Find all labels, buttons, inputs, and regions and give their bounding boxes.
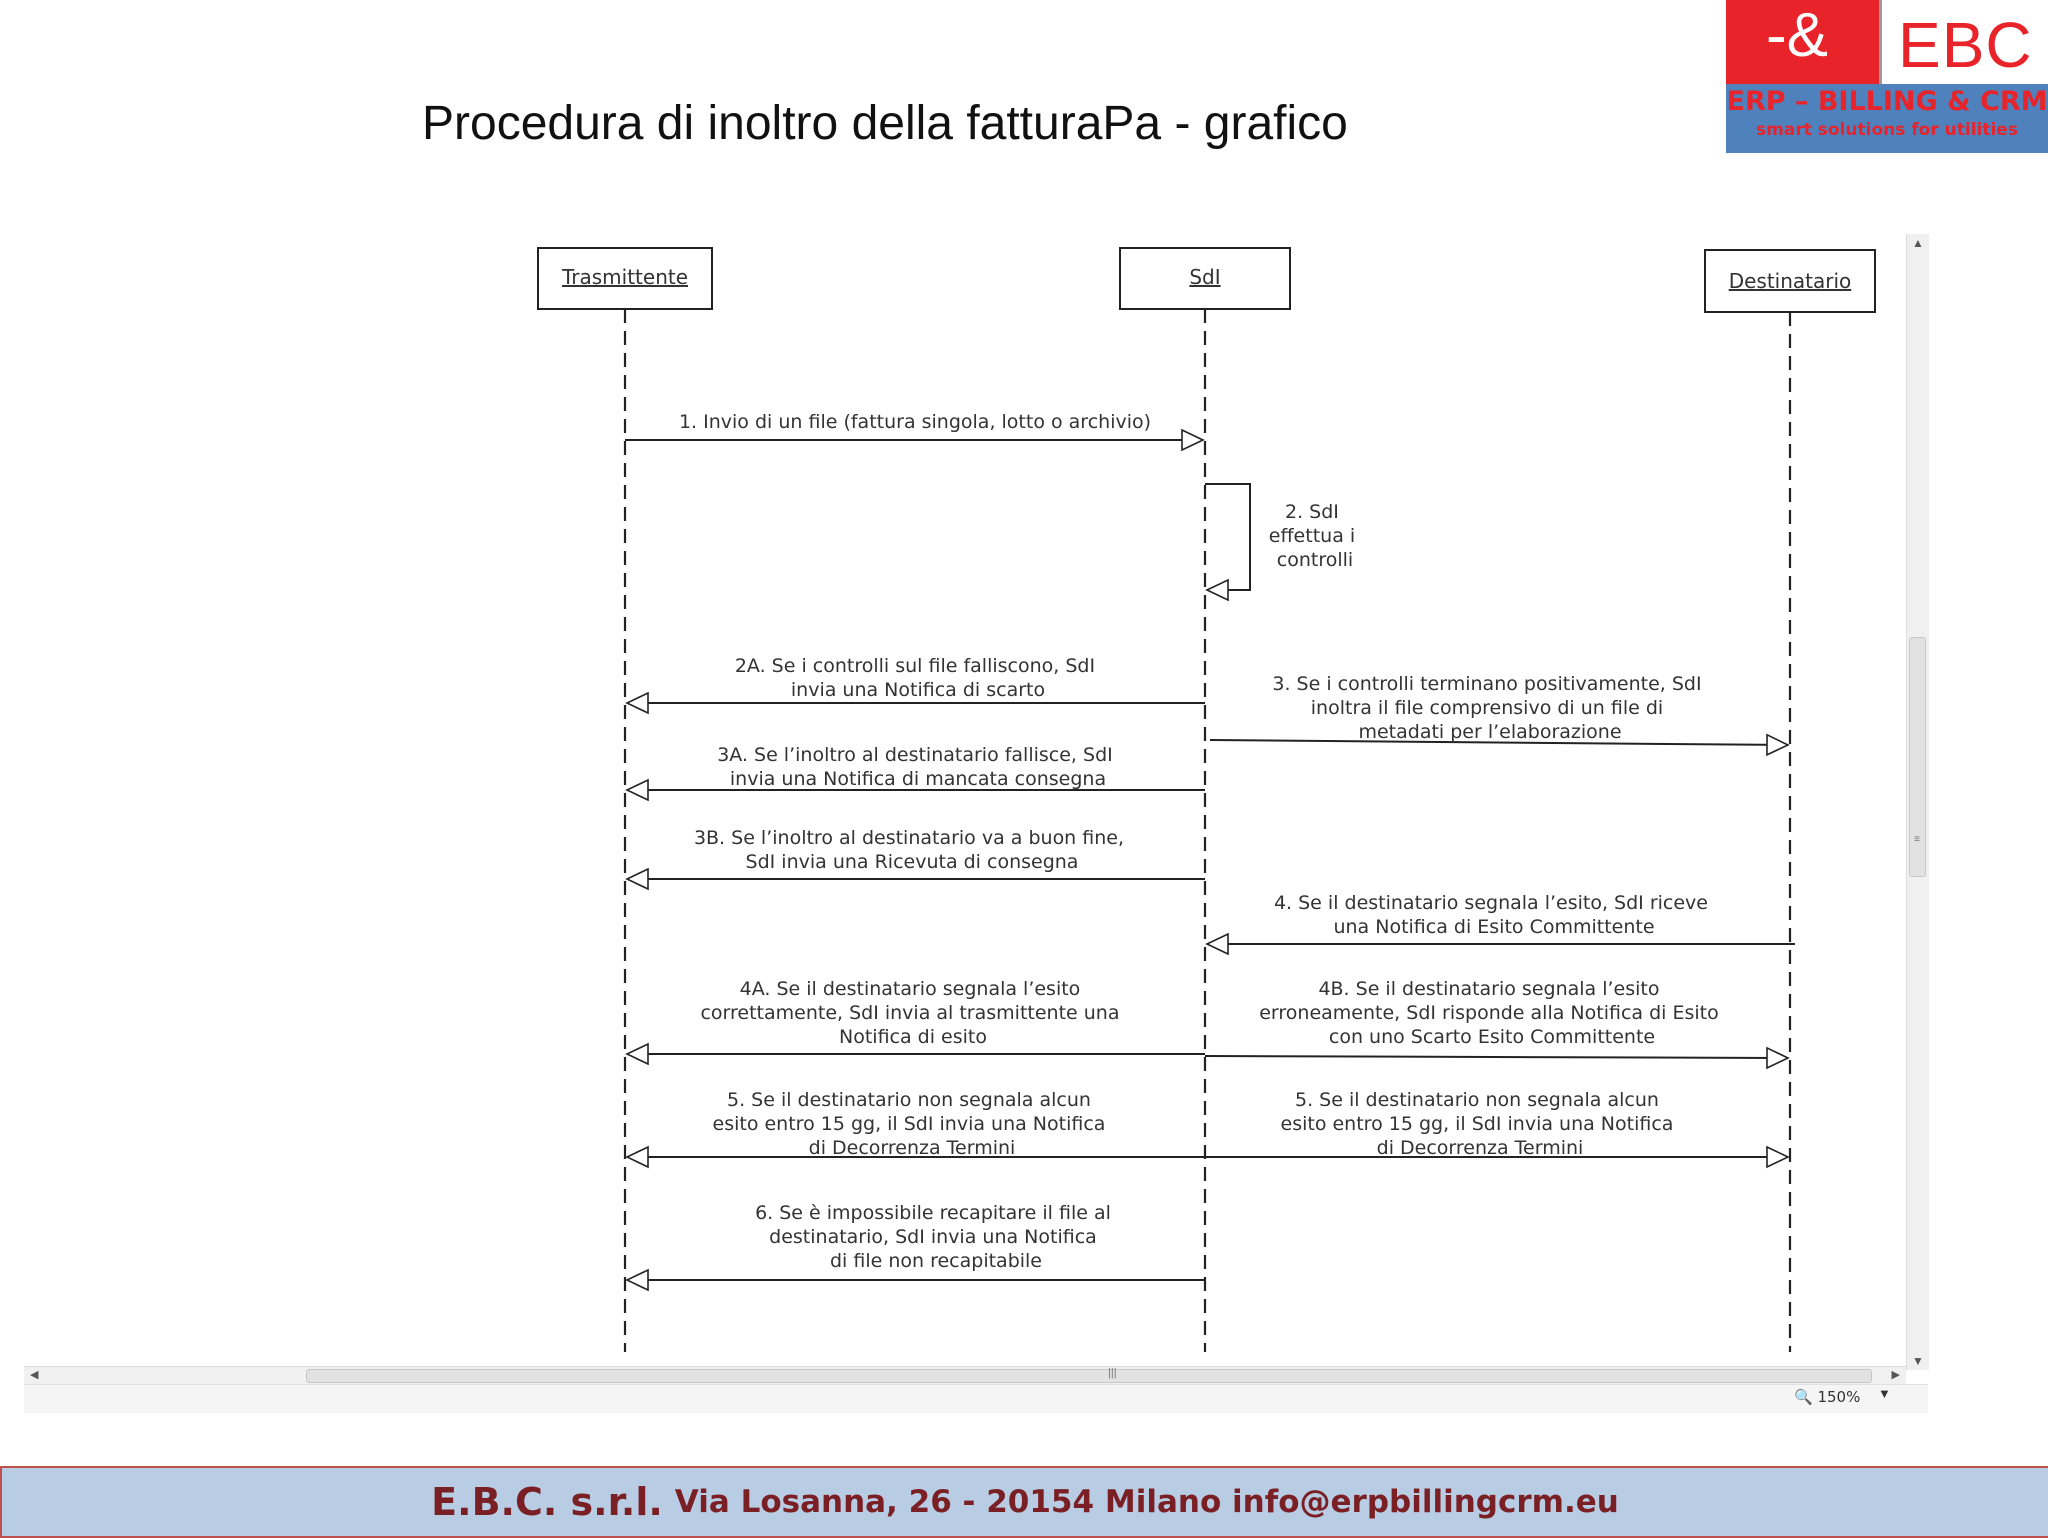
horizontal-grip-icon: ||| <box>1108 1367 1117 1379</box>
message-4b-line1: 4B. Se il destinatario segnala l’esito <box>1318 978 1660 1000</box>
vertical-scrollbar[interactable] <box>1906 234 1929 1370</box>
page-title: Procedura di inoltro della fatturaPa - grafico <box>422 97 1348 150</box>
footer-company: E.B.C. s.r.l. <box>431 1480 663 1524</box>
logo-line2: smart solutions for utilities <box>1756 120 2018 140</box>
message-5a-line3: di Decorrenza Termini <box>808 1137 1016 1159</box>
message-5b-line1: 5. Se il destinatario non segnala alcun <box>1294 1089 1659 1111</box>
message-4b <box>1259 978 1725 1048</box>
message-2a-line1: 2A. Se i controlli sul file falliscono, SdI <box>734 655 1096 677</box>
message-5a <box>713 1089 1112 1159</box>
participant-destinatario <box>1705 250 1875 312</box>
message-2-line1: 2. SdI <box>1285 501 1339 523</box>
logo-symbol: -& <box>1766 1 1828 70</box>
zoom-level[interactable] <box>1794 1388 1860 1406</box>
message-2-line2: effettua i <box>1268 525 1356 547</box>
scroll-right-arrow-icon[interactable]: ▶ <box>1891 1369 1900 1381</box>
message-6-line1: 6. Se è impossibile recapitare il file al <box>755 1202 1111 1224</box>
message-3a-line1: 3A. Se l’inoltro al destinatario fallisce, SdI <box>717 744 1113 766</box>
footer-address: Via Losanna, 26 - 20154 Milano info@erpbillingcrm.eu <box>674 1484 1619 1520</box>
logo-line1: ERP – BILLING & CRM <box>1726 86 2048 117</box>
message-5b <box>1281 1089 1680 1159</box>
participant-trasmittente <box>538 248 712 309</box>
participant-sdi-label: SdI <box>1189 265 1221 289</box>
participant-trasmittente-label: Trasmittente <box>561 265 689 289</box>
message-4a-line3: Notifica di esito <box>839 1026 987 1048</box>
zoom-dropdown-icon[interactable]: ▼ <box>1878 1386 1891 1401</box>
horizontal-scrollbar[interactable] <box>24 1366 1906 1385</box>
message-3a <box>717 744 1119 790</box>
message-1-line1: 1. Invio di un file (fattura singola, lotto o archivio) <box>678 411 1152 433</box>
scroll-left-arrow-icon[interactable]: ◀ <box>30 1369 39 1381</box>
participant-destinatario-label: Destinatario <box>1728 269 1852 293</box>
message-3a-line2: invia una Notifica di mancata consegna <box>729 768 1107 790</box>
message-6 <box>755 1202 1117 1272</box>
scroll-down-arrow-icon[interactable]: ▼ <box>1912 1354 1924 1368</box>
message-3-line2: inoltra il file comprensivo di un file di <box>1310 697 1664 719</box>
message-2 <box>1269 501 1361 571</box>
status-bar <box>24 1384 1928 1413</box>
message-3b <box>694 827 1130 873</box>
message-4-line2: una Notifica di Esito Committente <box>1333 916 1655 938</box>
message-4b-line2: erroneamente, SdI risponde alla Notifica di Esito <box>1259 1002 1719 1024</box>
arrow-2-self <box>1205 484 1250 590</box>
message-6-line3: di file non recapitabile <box>829 1250 1043 1272</box>
message-4a-line1: 4A. Se il destinatario segnala l’esito <box>739 978 1081 1000</box>
message-4b-line3: con uno Scarto Esito Committente <box>1328 1026 1656 1048</box>
message-5b-line3: di Decorrenza Termini <box>1376 1137 1584 1159</box>
message-3b-line1: 3B. Se l’inoltro al destinatario va a buon fine, <box>693 827 1125 849</box>
vertical-grip-icon: ≡ <box>1914 834 1920 845</box>
message-3b-line2: SdI invia una Ricevuta di consegna <box>745 851 1079 873</box>
footer-bar <box>0 1466 2048 1538</box>
arrow-4b <box>1205 1056 1788 1058</box>
message-5a-line1: 5. Se il destinatario non segnala alcun <box>726 1089 1091 1111</box>
message-3-line3: metadati per l’elaborazione <box>1358 721 1622 743</box>
message-3-line1: 3. Se i controlli terminano positivamente, SdI <box>1272 673 1702 695</box>
zoom-value: 150% <box>1817 1388 1861 1406</box>
participant-sdi <box>1120 248 1290 309</box>
message-6-line2: destinatario, SdI invia una Notifica <box>769 1226 1097 1248</box>
message-1 <box>679 411 1151 433</box>
message-4a <box>700 978 1125 1048</box>
message-5b-line2: esito entro 15 gg, il SdI invia una Notifica <box>1280 1113 1674 1135</box>
message-5a-line2: esito entro 15 gg, il SdI invia una Notifica <box>712 1113 1106 1135</box>
scroll-up-arrow-icon[interactable]: ▲ <box>1912 236 1924 250</box>
horizontal-scroll-thumb[interactable] <box>306 1369 1872 1383</box>
message-4 <box>1274 892 1714 938</box>
message-4-line1: 4. Se il destinatario segnala l’esito, SdI riceve <box>1273 892 1708 914</box>
zoom-icon: 🔍 <box>1794 1388 1813 1406</box>
message-4a-line2: correttamente, SdI invia al trasmittente una <box>700 1002 1120 1024</box>
message-3 <box>1272 673 1707 743</box>
message-2a <box>735 655 1101 701</box>
message-2-line3: controlli <box>1276 549 1354 571</box>
logo-brand: EBC <box>1898 9 2033 81</box>
message-2a-line2: invia una Notifica di scarto <box>790 679 1046 701</box>
